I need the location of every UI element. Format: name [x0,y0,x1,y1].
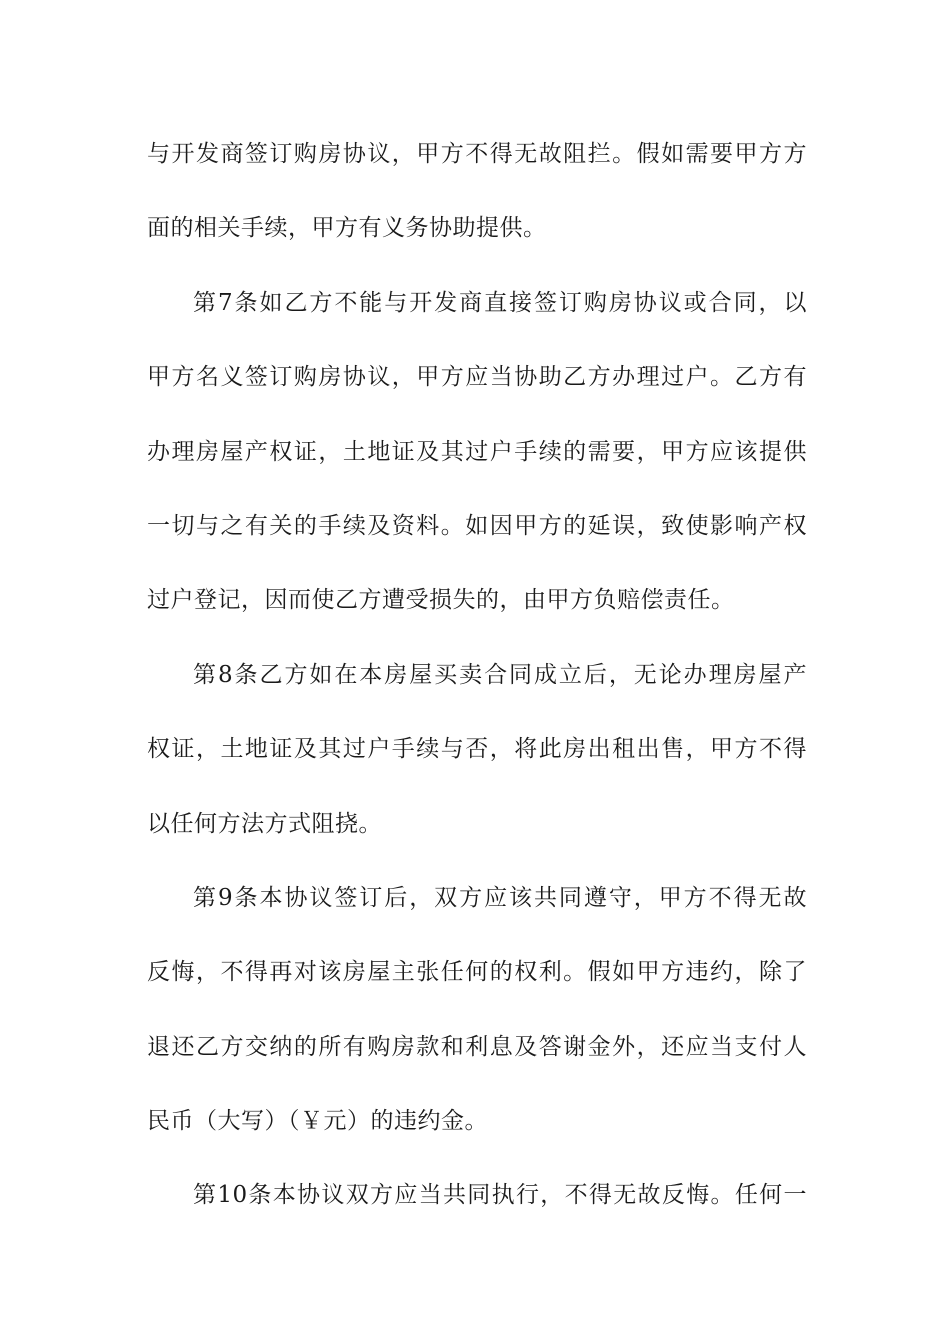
text-line: 退还乙方交纳的所有购房款和利息及答谢金外，还应当支付人 [147,1033,807,1060]
text-line: 民币（大写）（￥元）的违约金。 [147,1108,488,1135]
text-line: 甲方名义签订购房协议，甲方应当协助乙方办理过户。乙方有 [147,364,807,391]
clause-10-start: 第10条本协议双方应当共同执行，不得无故反悔。任何一 [193,1182,807,1209]
text-line: 办理房屋产权证，土地证及其过户手续的需要，甲方应该提供 [147,438,807,465]
text-line: 反悔，不得再对该房屋主张任何的权利。假如甲方违约，除了 [147,959,807,986]
text-line: 一切与之有关的手续及资料。如因甲方的延误，致使影响产权 [147,512,807,539]
clause-9-start: 第9条本协议签订后，双方应该共同遵守，甲方不得无故 [193,884,807,911]
document-body [147,128,807,1244]
text-line: 与开发商签订购房协议，甲方不得无故阻拦。假如需要甲方方 [147,141,807,167]
text-line: 权证，土地证及其过户手续与否，将此房出租出售，甲方不得 [147,736,807,763]
text-line: 以任何方法方式阻挠。 [147,810,382,837]
clause-8-start: 第8条乙方如在本房屋买卖合同成立后，无论办理房屋产 [193,661,807,688]
clause-7-start: 第7条如乙方不能与开发商直接签订购房协议或合同，以 [193,289,807,316]
text-line: 过户登记，因而使乙方遭受损失的，由甲方负赔偿责任。 [147,587,735,614]
text-line: 面的相关手续，甲方有义务协助提供。 [147,215,547,242]
